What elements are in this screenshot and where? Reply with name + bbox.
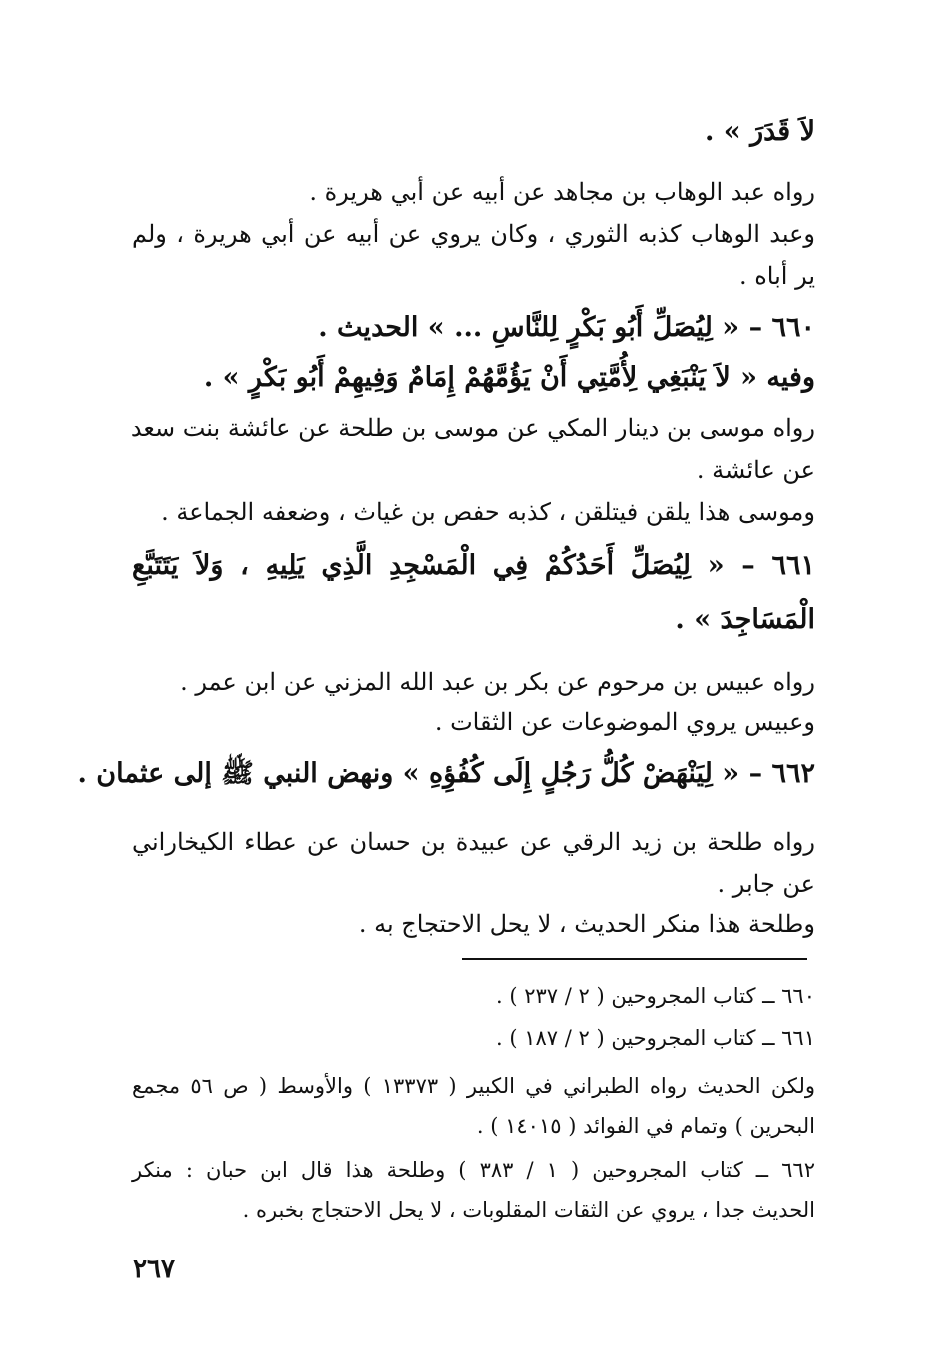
text-line: رواه عبد الوهاب بن مجاهد عن أبيه عن أبي هريرة . — [309, 178, 815, 206]
text-line: وعبد الوهاب كذبه الثوري ، وكان يروي عن أبيه عن أبي هريرة ، ولم — [132, 220, 815, 248]
footnote-line: البحرين ) وتمام في الفوائد ( ١٤٠١٥ ) . — [476, 1114, 815, 1138]
text-line: عن جابر . — [717, 870, 815, 898]
footnote-separator — [462, 958, 807, 960]
text-line: وفيه « لاَ يَنْبَغِي لِأُمَّتِي أَنْ يَؤُمَّهُمْ إِمَامٌ وَفِيهِمْ أَبُو بَكْرٍ » . — [203, 362, 815, 393]
text-line: رواه طلحة بن زيد الرقي عن عبيدة بن حسان عن عطاء الكيخاراني — [132, 828, 815, 856]
page-number: ٢٦٧ — [133, 1254, 175, 1284]
text-line: رواه عبيس بن مرحوم عن بكر بن عبد الله المزني عن ابن عمر . — [180, 668, 815, 696]
text-line: رواه موسى بن دينار المكي عن موسى بن طلحة عن عائشة بنت سعد — [130, 414, 815, 442]
text-line: وعبيس يروي الموضوعات عن الثقات . — [434, 708, 815, 736]
text-line: الْمَسَاجِدَ » . — [675, 604, 815, 635]
text-line: وموسى هذا يلقن فيتلقن ، كذبه حفص بن غياث ، وضعفه الجماعة . — [161, 498, 815, 526]
footnote-line: ولكن الحديث رواه الطبراني في الكبير ( ١٣٣٧٣ ) والأوسط ( ص ٥٦ مجمع — [132, 1074, 816, 1098]
hadith-660-heading: ٦٦٠ – « لِيُصَلِّ أَبُو بَكْرٍ لِلنَّاسِ ... » الحديث . — [318, 312, 815, 343]
hadith-662-heading: ٦٦٢ – « لِيَنْهَضْ كُلُّ رَجُلٍ إِلَى كُفُؤِهِ » ونهض النبي ﷺ إلى عثمان . — [77, 758, 815, 789]
text-line: وطلحة هذا منكر الحديث ، لا يحل الاحتجاج به . — [358, 910, 815, 938]
footnote-661: ٦٦١ ــ كتاب المجروحين ( ٢ / ١٨٧ ) . — [496, 1026, 815, 1050]
footnote-662: ٦٦٢ ــ كتاب المجروحين ( ١ / ٣٨٣ ) وطلحة هذا قال ابن حبان : منكر — [132, 1158, 815, 1182]
text-line: عن عائشة . — [696, 456, 815, 484]
text-line: لاَ قَدَرَ » . — [705, 116, 815, 147]
footnote-line: الحديث جدا ، يروي عن الثقات المقلوبات ، لا يحل الاحتجاج بخبره . — [242, 1198, 815, 1222]
footnote-660: ٦٦٠ ــ كتاب المجروحين ( ٢ / ٢٣٧ ) . — [496, 984, 815, 1008]
text-line: ير أباه . — [738, 262, 815, 290]
hadith-661-heading: ٦٦١ – « لِيُصَلِّ أَحَدُكُمْ فِي الْمَسْجِدِ الَّذِي يَلِيهِ ، وَلاَ يَتَتَبَّعِ — [132, 550, 815, 581]
